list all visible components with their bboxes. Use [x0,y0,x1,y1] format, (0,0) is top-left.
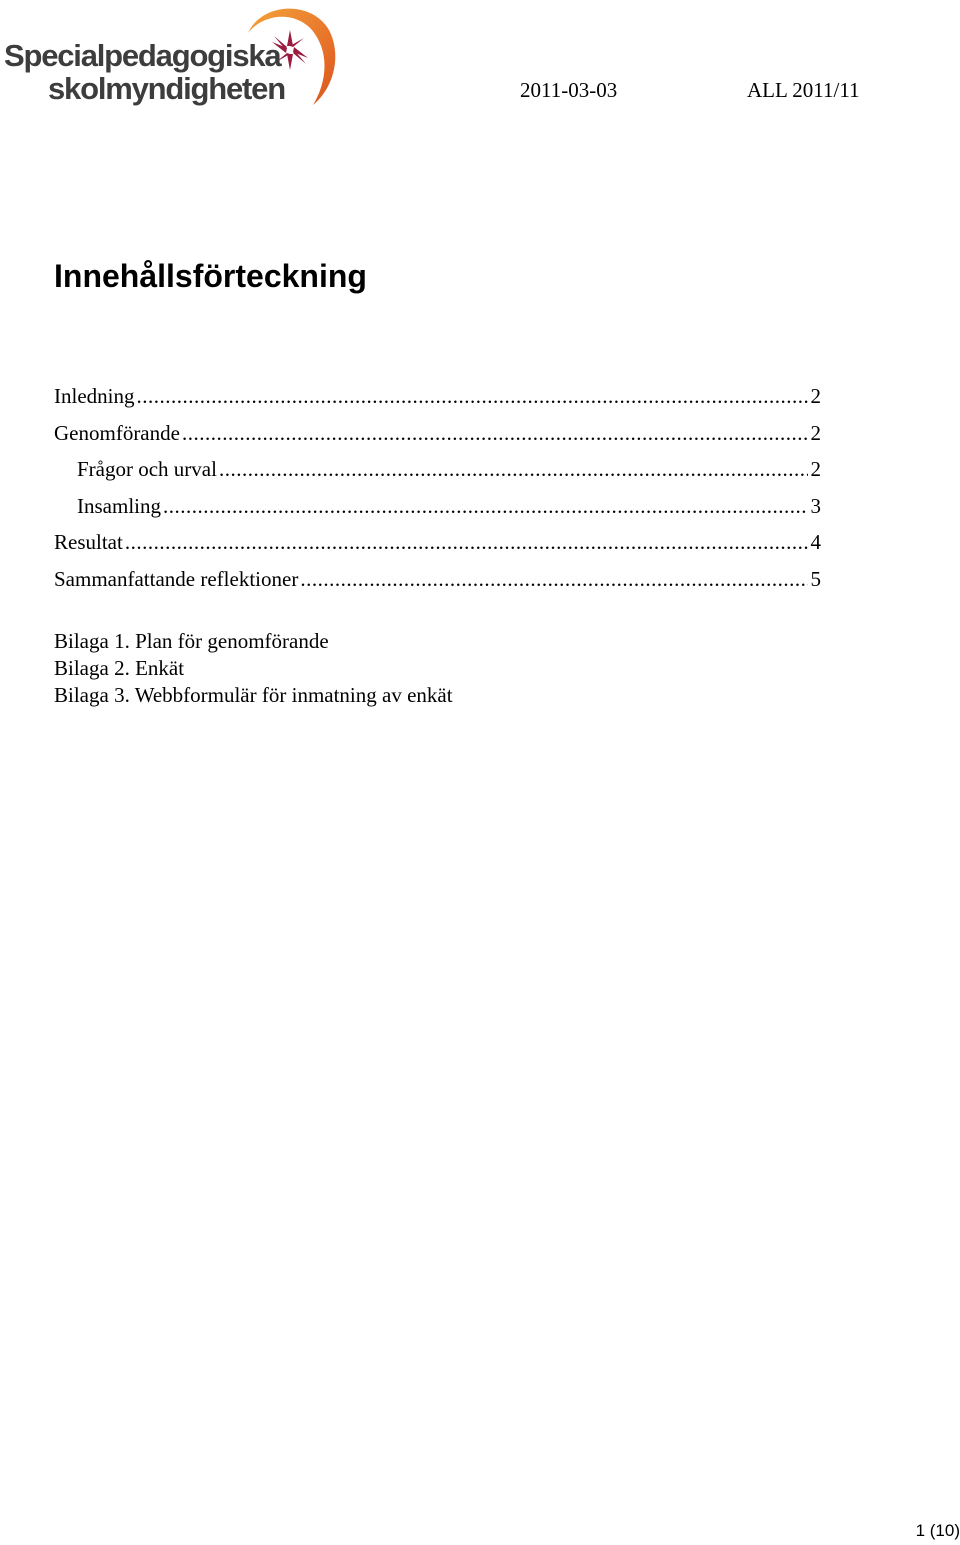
appendix-item-3: Bilaga 3. Webbformulär för inmatning av enkät [54,683,453,707]
toc-entry-page: 5 [810,566,821,591]
toc-entry-genomforande[interactable] [54,421,821,458]
agency-logo [0,0,345,115]
toc-entry-label: Genomförande [54,420,180,445]
toc-dot-leader [219,457,808,481]
document-date: 2011-03-03 [520,78,618,102]
appendix-item-1: Bilaga 1. Plan för genomförande [54,629,329,653]
toc-entry-sammanfattande-reflektioner[interactable] [54,567,821,604]
toc-entry-label: Inledning [54,384,135,408]
appendix-list [54,628,453,709]
toc-entry-inledning[interactable] [54,384,821,421]
table-of-contents [54,384,821,603]
toc-entry-label: Resultat [54,530,123,554]
toc-dot-leader [163,494,808,518]
toc-entry-page: 2 [810,420,821,445]
toc-entry-label: Sammanfattande reflektioner [54,566,299,591]
toc-entry-page: 4 [810,530,821,554]
page-number: 1 (10) [915,1521,960,1540]
document-reference: ALL 2011/11 [747,78,860,102]
toc-entry-label: Frågor och urval [77,457,217,481]
appendix-item-2: Bilaga 2. Enkät [54,656,185,680]
toc-title: Innehållsförteckning [54,258,367,294]
toc-entry-page: 2 [810,384,821,408]
toc-entry-resultat[interactable] [54,530,821,567]
toc-dot-leader [182,421,808,445]
toc-entry-insamling[interactable] [54,494,821,531]
toc-entry-fragor-och-urval[interactable] [54,457,821,494]
logo-text-line1: Specialpedagogiska [4,38,281,73]
toc-dot-leader [125,530,808,554]
toc-dot-leader [136,384,807,408]
toc-dot-leader [300,567,807,591]
toc-entry-label: Insamling [77,493,161,518]
toc-entry-page: 3 [810,493,821,518]
logo-text-line2: skolmyndigheten [48,71,285,106]
toc-entry-page: 2 [810,457,821,481]
